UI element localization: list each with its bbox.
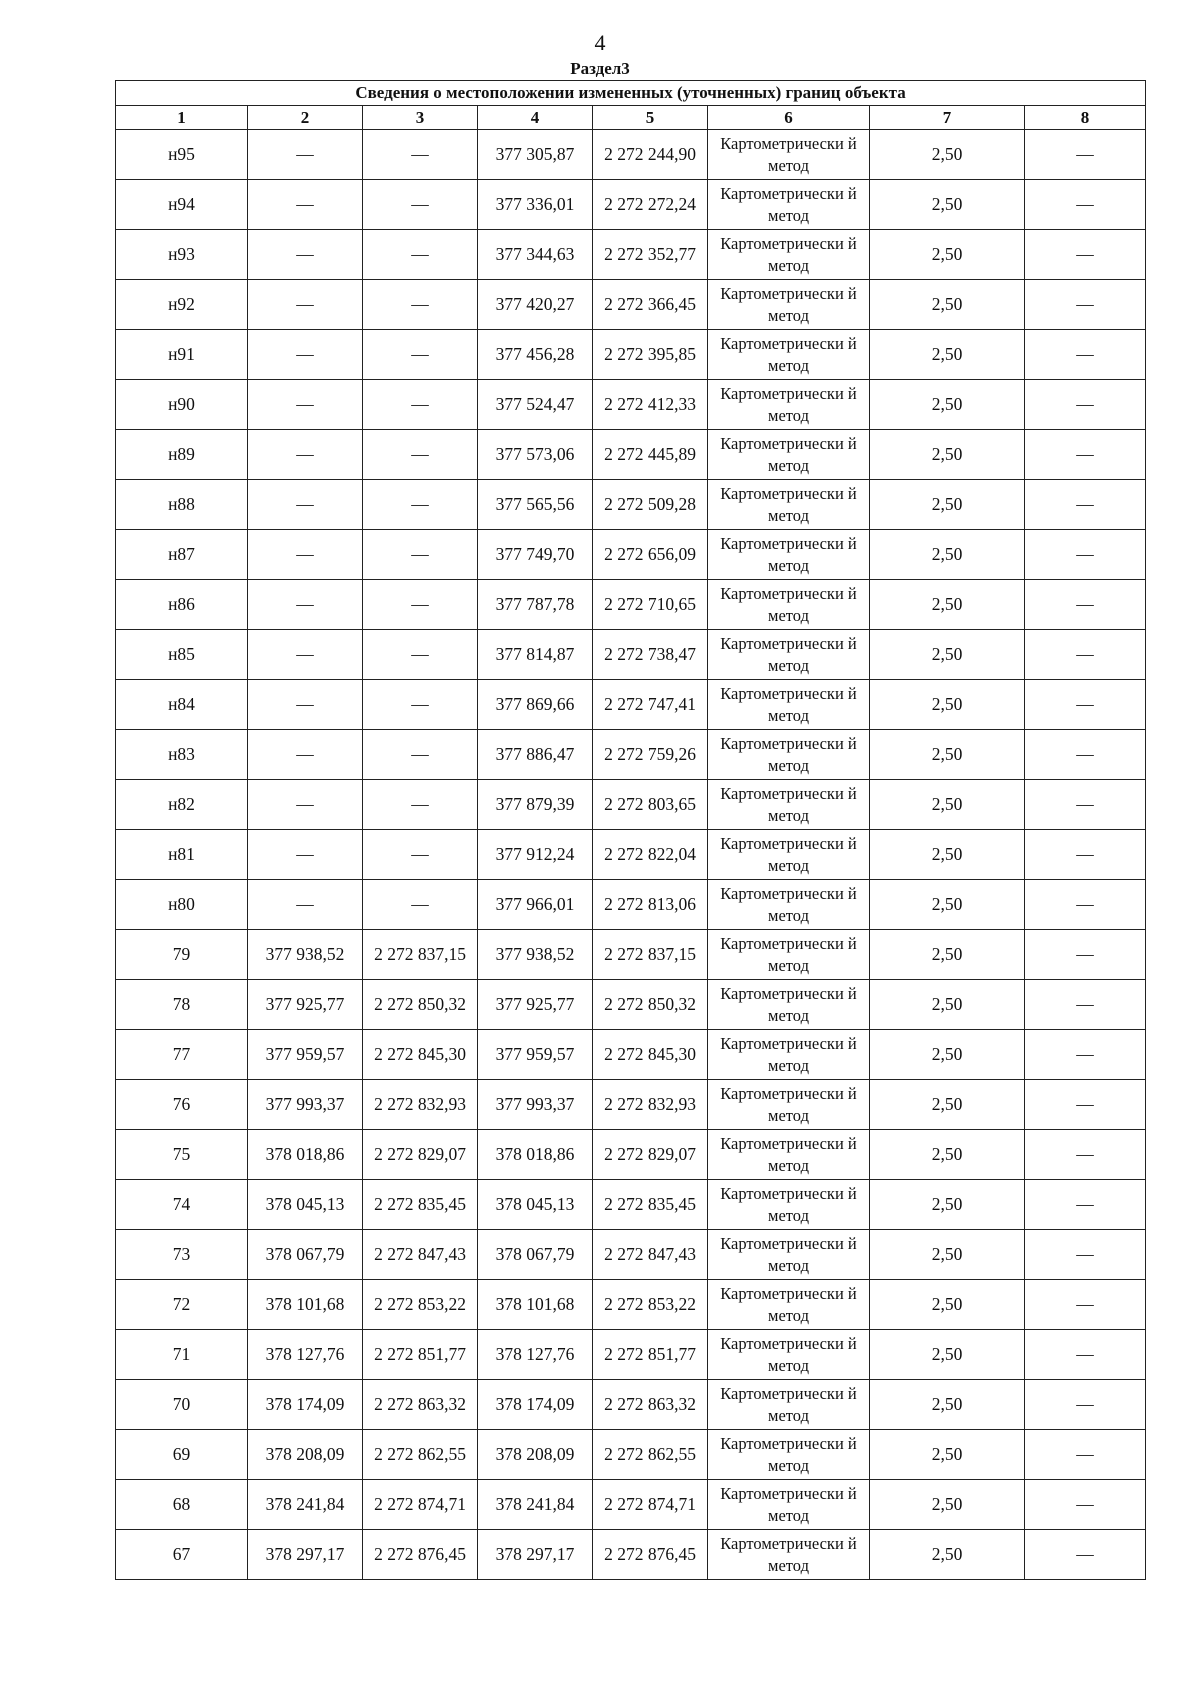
x-old-cell: 378 297,17 — [248, 1530, 363, 1580]
method-cell: Картометрически й метод — [708, 780, 870, 830]
accuracy-cell: 2,50 — [870, 580, 1025, 630]
y-old-cell: — — [363, 680, 478, 730]
y-new-cell: 2 272 244,90 — [593, 130, 708, 180]
y-old-cell: — — [363, 330, 478, 380]
y-old-cell: 2 272 862,55 — [363, 1430, 478, 1480]
accuracy-cell: 2,50 — [870, 1480, 1025, 1530]
y-new-cell: 2 272 509,28 — [593, 480, 708, 530]
table-row — [116, 1330, 1146, 1380]
y-new-cell: 2 272 445,89 — [593, 430, 708, 480]
y-new-cell: 2 272 759,26 — [593, 730, 708, 780]
y-new-cell: 2 272 863,32 — [593, 1380, 708, 1430]
point-cell: н81 — [116, 830, 248, 880]
note-cell: — — [1025, 880, 1146, 930]
method-cell: Картометрически й метод — [708, 1180, 870, 1230]
note-cell: — — [1025, 830, 1146, 880]
x-new-cell: 377 886,47 — [478, 730, 593, 780]
x-new-cell: 378 208,09 — [478, 1430, 593, 1480]
y-old-cell: 2 272 850,32 — [363, 980, 478, 1030]
y-new-cell: 2 272 876,45 — [593, 1530, 708, 1580]
accuracy-cell: 2,50 — [870, 1030, 1025, 1080]
method-cell: Картометрически й метод — [708, 230, 870, 280]
x-old-cell: 378 018,86 — [248, 1130, 363, 1180]
point-cell: 78 — [116, 980, 248, 1030]
table-row — [116, 1130, 1146, 1180]
x-old-cell: 378 101,68 — [248, 1280, 363, 1330]
method-cell: Картометрически й метод — [708, 830, 870, 880]
note-cell: — — [1025, 1180, 1146, 1230]
point-cell: н87 — [116, 530, 248, 580]
point-cell: 74 — [116, 1180, 248, 1230]
x-old-cell: — — [248, 580, 363, 630]
y-old-cell: — — [363, 580, 478, 630]
note-cell: — — [1025, 130, 1146, 180]
x-new-cell: 378 018,86 — [478, 1130, 593, 1180]
y-new-cell: 2 272 710,65 — [593, 580, 708, 630]
x-new-cell: 378 127,76 — [478, 1330, 593, 1380]
y-new-cell: 2 272 845,30 — [593, 1030, 708, 1080]
accuracy-cell: 2,50 — [870, 730, 1025, 780]
point-cell: н93 — [116, 230, 248, 280]
table-row — [116, 1080, 1146, 1130]
method-cell: Картометрически й метод — [708, 1030, 870, 1080]
method-cell: Картометрически й метод — [708, 1430, 870, 1480]
y-old-cell: 2 272 847,43 — [363, 1230, 478, 1280]
x-old-cell: 378 045,13 — [248, 1180, 363, 1230]
table-row — [116, 1380, 1146, 1430]
column-number: 4 — [478, 106, 593, 130]
x-old-cell: — — [248, 880, 363, 930]
y-old-cell: 2 272 863,32 — [363, 1380, 478, 1430]
point-cell: н88 — [116, 480, 248, 530]
x-new-cell: 377 966,01 — [478, 880, 593, 930]
x-old-cell: — — [248, 830, 363, 880]
point-cell: н89 — [116, 430, 248, 480]
table-row — [116, 1480, 1146, 1530]
y-new-cell: 2 272 813,06 — [593, 880, 708, 930]
y-old-cell: — — [363, 230, 478, 280]
x-old-cell: — — [248, 530, 363, 580]
table-row — [116, 330, 1146, 380]
method-cell: Картометрически й метод — [708, 280, 870, 330]
method-cell: Картометрически й метод — [708, 330, 870, 380]
x-new-cell: 377 814,87 — [478, 630, 593, 680]
x-new-cell: 377 344,63 — [478, 230, 593, 280]
column-number: 3 — [363, 106, 478, 130]
accuracy-cell: 2,50 — [870, 930, 1025, 980]
point-cell: н95 — [116, 130, 248, 180]
method-cell: Картометрически й метод — [708, 580, 870, 630]
x-old-cell: — — [248, 730, 363, 780]
y-old-cell: — — [363, 780, 478, 830]
x-new-cell: 377 565,56 — [478, 480, 593, 530]
table-row — [116, 280, 1146, 330]
x-old-cell: 378 208,09 — [248, 1430, 363, 1480]
note-cell: — — [1025, 1530, 1146, 1580]
method-cell: Картометрически й метод — [708, 930, 870, 980]
x-old-cell: — — [248, 130, 363, 180]
column-number: 7 — [870, 106, 1025, 130]
y-old-cell: — — [363, 480, 478, 530]
table-row — [116, 1280, 1146, 1330]
table-row — [116, 1030, 1146, 1080]
y-new-cell: 2 272 366,45 — [593, 280, 708, 330]
method-cell: Картометрически й метод — [708, 980, 870, 1030]
y-old-cell: — — [363, 380, 478, 430]
point-cell: н90 — [116, 380, 248, 430]
y-old-cell: 2 272 832,93 — [363, 1080, 478, 1130]
method-cell: Картометрически й метод — [708, 1330, 870, 1380]
accuracy-cell: 2,50 — [870, 630, 1025, 680]
x-new-cell: 377 879,39 — [478, 780, 593, 830]
y-new-cell: 2 272 656,09 — [593, 530, 708, 580]
note-cell: — — [1025, 530, 1146, 580]
accuracy-cell: 2,50 — [870, 280, 1025, 330]
column-number: 8 — [1025, 106, 1146, 130]
method-cell: Картометрически й метод — [708, 630, 870, 680]
point-cell: 75 — [116, 1130, 248, 1180]
y-new-cell: 2 272 829,07 — [593, 1130, 708, 1180]
table-row — [116, 930, 1146, 980]
x-new-cell: 377 420,27 — [478, 280, 593, 330]
note-cell: — — [1025, 480, 1146, 530]
y-new-cell: 2 272 803,65 — [593, 780, 708, 830]
x-old-cell: — — [248, 380, 363, 430]
x-new-cell: 378 297,17 — [478, 1530, 593, 1580]
method-cell: Картометрически й метод — [708, 480, 870, 530]
x-new-cell: 377 573,06 — [478, 430, 593, 480]
method-cell: Картометрически й метод — [708, 180, 870, 230]
y-old-cell: 2 272 837,15 — [363, 930, 478, 980]
y-new-cell: 2 272 850,32 — [593, 980, 708, 1030]
point-cell: н85 — [116, 630, 248, 680]
y-old-cell: — — [363, 280, 478, 330]
x-new-cell: 377 787,78 — [478, 580, 593, 630]
note-cell: — — [1025, 580, 1146, 630]
column-number: 6 — [708, 106, 870, 130]
accuracy-cell: 2,50 — [870, 1180, 1025, 1230]
method-cell: Картометрически й метод — [708, 530, 870, 580]
page-number: 4 — [594, 30, 606, 55]
table-row — [116, 130, 1146, 180]
method-cell: Картометрически й метод — [708, 1530, 870, 1580]
note-cell: — — [1025, 1430, 1146, 1480]
note-cell: — — [1025, 1380, 1146, 1430]
point-cell: 67 — [116, 1530, 248, 1580]
method-cell: Картометрически й метод — [708, 680, 870, 730]
x-new-cell: 377 912,24 — [478, 830, 593, 880]
table-row — [116, 630, 1146, 680]
method-cell: Картометрически й метод — [708, 1130, 870, 1180]
accuracy-cell: 2,50 — [870, 530, 1025, 580]
point-cell: н82 — [116, 780, 248, 830]
accuracy-cell: 2,50 — [870, 880, 1025, 930]
coordinates-table — [115, 80, 1146, 1580]
point-cell: 79 — [116, 930, 248, 980]
x-new-cell: 377 456,28 — [478, 330, 593, 380]
accuracy-cell: 2,50 — [870, 780, 1025, 830]
y-old-cell: — — [363, 530, 478, 580]
x-old-cell: 378 127,76 — [248, 1330, 363, 1380]
method-cell: Картометрически й метод — [708, 1280, 870, 1330]
column-number: 2 — [248, 106, 363, 130]
note-cell: — — [1025, 180, 1146, 230]
note-cell: — — [1025, 630, 1146, 680]
point-cell: 76 — [116, 1080, 248, 1130]
y-new-cell: 2 272 395,85 — [593, 330, 708, 380]
x-old-cell: — — [248, 480, 363, 530]
point-cell: н84 — [116, 680, 248, 730]
table-row — [116, 1430, 1146, 1480]
accuracy-cell: 2,50 — [870, 1380, 1025, 1430]
x-new-cell: 377 925,77 — [478, 980, 593, 1030]
y-new-cell: 2 272 853,22 — [593, 1280, 708, 1330]
y-old-cell: 2 272 845,30 — [363, 1030, 478, 1080]
method-cell: Картометрически й метод — [708, 1480, 870, 1530]
method-cell: Картометрически й метод — [708, 130, 870, 180]
note-cell: — — [1025, 230, 1146, 280]
x-old-cell: 377 959,57 — [248, 1030, 363, 1080]
method-cell: Картометрически й метод — [708, 880, 870, 930]
point-cell: 73 — [116, 1230, 248, 1280]
note-cell: — — [1025, 1480, 1146, 1530]
note-cell: — — [1025, 1130, 1146, 1180]
note-cell: — — [1025, 380, 1146, 430]
x-new-cell: 377 336,01 — [478, 180, 593, 230]
table-body — [116, 130, 1146, 1580]
table-row — [116, 430, 1146, 480]
table-row — [116, 780, 1146, 830]
accuracy-cell: 2,50 — [870, 1430, 1025, 1480]
note-cell: — — [1025, 1230, 1146, 1280]
note-cell: — — [1025, 730, 1146, 780]
table-row — [116, 380, 1146, 430]
x-old-cell: — — [248, 280, 363, 330]
accuracy-cell: 2,50 — [870, 1230, 1025, 1280]
y-old-cell: 2 272 876,45 — [363, 1530, 478, 1580]
point-cell: 69 — [116, 1430, 248, 1480]
point-cell: н91 — [116, 330, 248, 380]
accuracy-cell: 2,50 — [870, 380, 1025, 430]
table-row — [116, 580, 1146, 630]
y-new-cell: 2 272 738,47 — [593, 630, 708, 680]
method-cell: Картометрически й метод — [708, 1230, 870, 1280]
x-new-cell: 377 524,47 — [478, 380, 593, 430]
accuracy-cell: 2,50 — [870, 680, 1025, 730]
y-old-cell: — — [363, 830, 478, 880]
x-new-cell: 378 067,79 — [478, 1230, 593, 1280]
y-old-cell: 2 272 853,22 — [363, 1280, 478, 1330]
note-cell: — — [1025, 1280, 1146, 1330]
column-number: 5 — [593, 106, 708, 130]
table-row — [116, 1230, 1146, 1280]
y-old-cell: 2 272 874,71 — [363, 1480, 478, 1530]
accuracy-cell: 2,50 — [870, 1530, 1025, 1580]
y-old-cell: — — [363, 130, 478, 180]
x-new-cell: 378 045,13 — [478, 1180, 593, 1230]
method-cell: Картометрически й метод — [708, 1380, 870, 1430]
note-cell: — — [1025, 430, 1146, 480]
point-cell: н80 — [116, 880, 248, 930]
x-old-cell: 377 993,37 — [248, 1080, 363, 1130]
y-old-cell: 2 272 835,45 — [363, 1180, 478, 1230]
x-old-cell: — — [248, 780, 363, 830]
y-new-cell: 2 272 822,04 — [593, 830, 708, 880]
accuracy-cell: 2,50 — [870, 1130, 1025, 1180]
x-new-cell: 378 101,68 — [478, 1280, 593, 1330]
y-new-cell: 2 272 847,43 — [593, 1230, 708, 1280]
note-cell: — — [1025, 1030, 1146, 1080]
note-cell: — — [1025, 980, 1146, 1030]
point-cell: 72 — [116, 1280, 248, 1330]
point-cell: н94 — [116, 180, 248, 230]
table-row — [116, 880, 1146, 930]
note-cell: — — [1025, 930, 1146, 980]
y-new-cell: 2 272 412,33 — [593, 380, 708, 430]
note-cell: — — [1025, 1330, 1146, 1380]
x-old-cell: — — [248, 630, 363, 680]
accuracy-cell: 2,50 — [870, 130, 1025, 180]
accuracy-cell: 2,50 — [870, 480, 1025, 530]
table-row — [116, 480, 1146, 530]
accuracy-cell: 2,50 — [870, 1080, 1025, 1130]
y-old-cell: — — [363, 880, 478, 930]
note-cell: — — [1025, 280, 1146, 330]
y-new-cell: 2 272 874,71 — [593, 1480, 708, 1530]
accuracy-cell: 2,50 — [870, 330, 1025, 380]
x-old-cell: — — [248, 330, 363, 380]
y-old-cell: — — [363, 180, 478, 230]
section-title: Раздел3 — [570, 59, 630, 78]
table-row — [116, 530, 1146, 580]
note-cell: — — [1025, 680, 1146, 730]
table-row — [116, 980, 1146, 1030]
table-caption: Сведения о местоположении измененных (уточненных) границ объекта — [116, 81, 1146, 106]
x-old-cell: — — [248, 180, 363, 230]
x-old-cell: — — [248, 680, 363, 730]
x-new-cell: 377 749,70 — [478, 530, 593, 580]
note-cell: — — [1025, 1080, 1146, 1130]
x-old-cell: 378 067,79 — [248, 1230, 363, 1280]
table-row — [116, 730, 1146, 780]
x-old-cell: 378 241,84 — [248, 1480, 363, 1530]
table-row — [116, 1530, 1146, 1580]
x-new-cell: 377 305,87 — [478, 130, 593, 180]
table-row — [116, 1180, 1146, 1230]
point-cell: 77 — [116, 1030, 248, 1080]
point-cell: н92 — [116, 280, 248, 330]
x-new-cell: 377 993,37 — [478, 1080, 593, 1130]
x-old-cell: — — [248, 430, 363, 480]
table-row — [116, 680, 1146, 730]
point-cell: н83 — [116, 730, 248, 780]
y-old-cell: — — [363, 630, 478, 680]
x-new-cell: 377 869,66 — [478, 680, 593, 730]
method-cell: Картометрически й метод — [708, 380, 870, 430]
accuracy-cell: 2,50 — [870, 1280, 1025, 1330]
x-new-cell: 377 938,52 — [478, 930, 593, 980]
accuracy-cell: 2,50 — [870, 230, 1025, 280]
y-new-cell: 2 272 837,15 — [593, 930, 708, 980]
accuracy-cell: 2,50 — [870, 830, 1025, 880]
note-cell: — — [1025, 780, 1146, 830]
x-old-cell: — — [248, 230, 363, 280]
y-old-cell: 2 272 829,07 — [363, 1130, 478, 1180]
x-new-cell: 377 959,57 — [478, 1030, 593, 1080]
table-row — [116, 830, 1146, 880]
point-cell: 71 — [116, 1330, 248, 1380]
y-old-cell: — — [363, 730, 478, 780]
note-cell: — — [1025, 330, 1146, 380]
y-new-cell: 2 272 862,55 — [593, 1430, 708, 1480]
table-row — [116, 180, 1146, 230]
accuracy-cell: 2,50 — [870, 1330, 1025, 1380]
y-old-cell: — — [363, 430, 478, 480]
x-old-cell: 378 174,09 — [248, 1380, 363, 1430]
point-cell: 70 — [116, 1380, 248, 1430]
y-new-cell: 2 272 352,77 — [593, 230, 708, 280]
y-new-cell: 2 272 832,93 — [593, 1080, 708, 1130]
x-old-cell: 377 938,52 — [248, 930, 363, 980]
method-cell: Картометрически й метод — [708, 730, 870, 780]
accuracy-cell: 2,50 — [870, 980, 1025, 1030]
column-number: 1 — [116, 106, 248, 130]
y-new-cell: 2 272 835,45 — [593, 1180, 708, 1230]
x-new-cell: 378 241,84 — [478, 1480, 593, 1530]
table-row — [116, 230, 1146, 280]
x-old-cell: 377 925,77 — [248, 980, 363, 1030]
accuracy-cell: 2,50 — [870, 180, 1025, 230]
point-cell: 68 — [116, 1480, 248, 1530]
point-cell: н86 — [116, 580, 248, 630]
x-new-cell: 378 174,09 — [478, 1380, 593, 1430]
y-new-cell: 2 272 747,41 — [593, 680, 708, 730]
method-cell: Картометрически й метод — [708, 430, 870, 480]
y-new-cell: 2 272 851,77 — [593, 1330, 708, 1380]
method-cell: Картометрически й метод — [708, 1080, 870, 1130]
column-number-row — [116, 106, 1146, 130]
y-old-cell: 2 272 851,77 — [363, 1330, 478, 1380]
y-new-cell: 2 272 272,24 — [593, 180, 708, 230]
accuracy-cell: 2,50 — [870, 430, 1025, 480]
